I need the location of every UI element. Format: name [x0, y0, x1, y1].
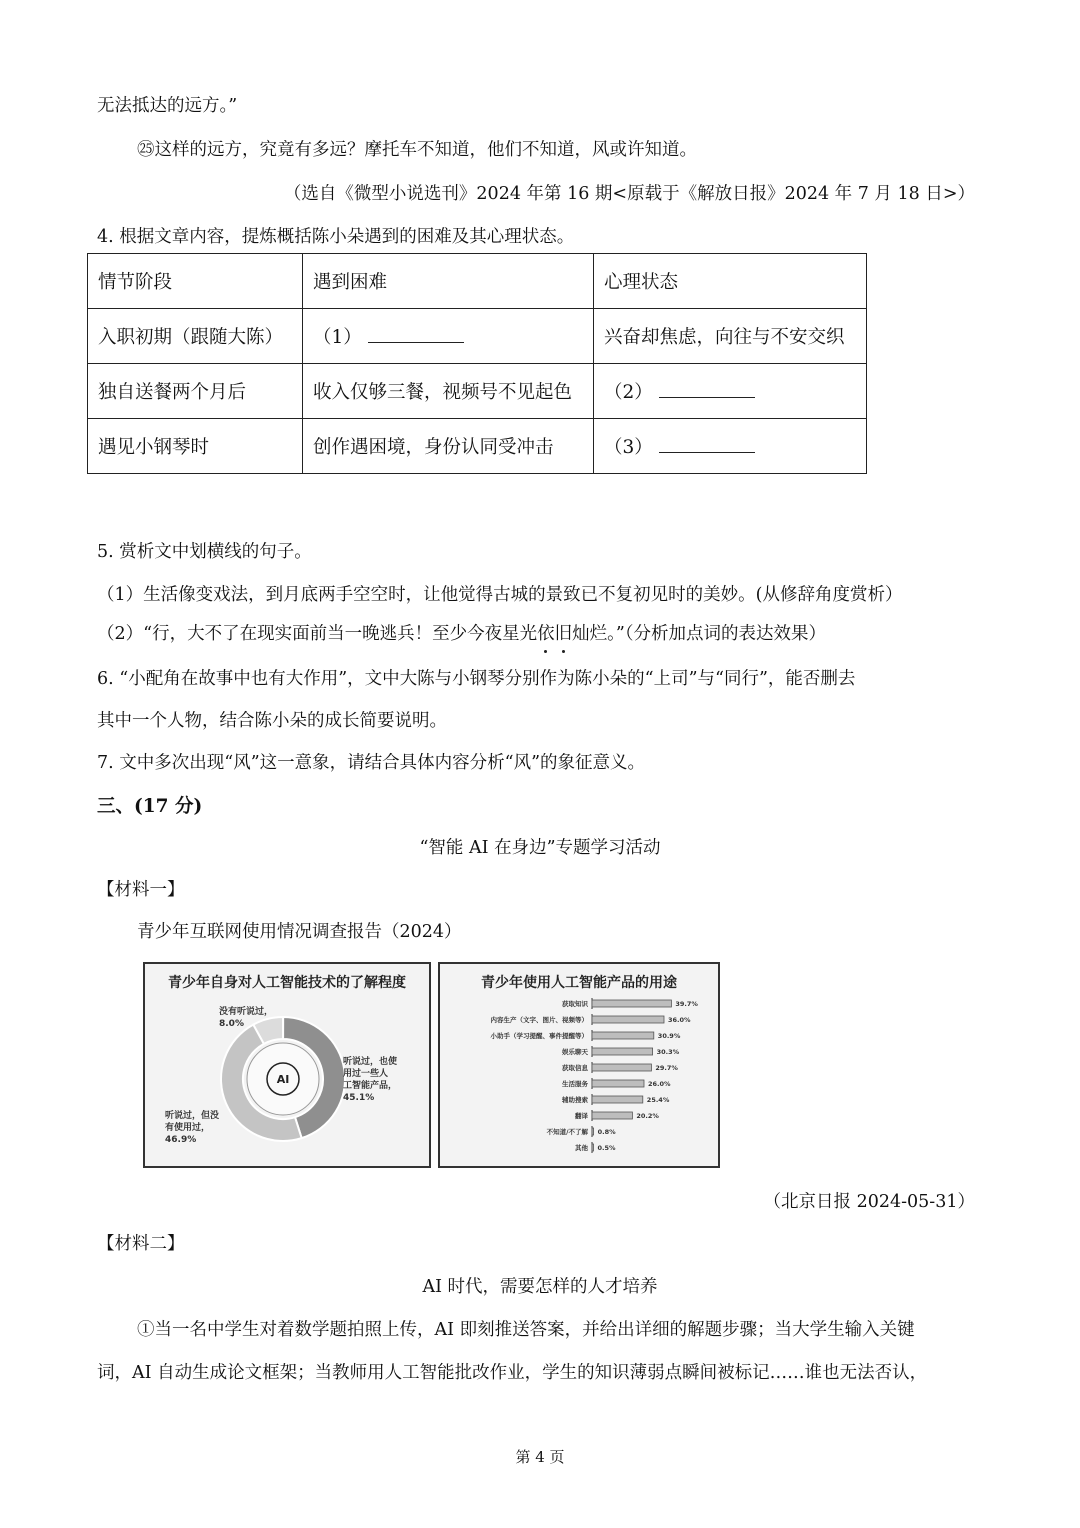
- material-2-label: 【材料二】: [97, 1234, 185, 1254]
- question-6: 6. “小配角在故事中也有大作用”，文中大陈与小钢琴分别作为陈小朵的“上司”与“同行”，能否删去: [97, 669, 856, 689]
- chart-title: 青少年自身对人工智能技术的了解程度: [168, 975, 406, 991]
- text-line: 无法抵达的远方。”: [97, 96, 238, 116]
- chart-title: 青少年使用人工智能产品的用途: [481, 975, 677, 991]
- bar-value-label: 29.7%: [655, 1064, 678, 1072]
- bar-chart: [440, 964, 718, 1166]
- bar: [592, 1048, 653, 1055]
- bar-value-label: 0.8%: [597, 1128, 616, 1136]
- answer-blank-3[interactable]: [659, 436, 755, 453]
- question-6-cont: 其中一个人物，结合陈小朵的成长简要说明。: [97, 711, 447, 731]
- table-cell: 兴奋却焦虑，向往与不安交织: [594, 309, 867, 364]
- bar: [592, 1032, 654, 1039]
- paragraph-line: ①当一名中学生对着数学题拍照上传，AI 即刻推送答案，并给出详细的解题步骤；当大学生输入关键: [137, 1320, 915, 1340]
- bar-category-label: 不知道/不了解: [546, 1128, 588, 1136]
- table-header-cell: 遇到困难: [303, 254, 594, 309]
- bar-value-label: 20.2%: [636, 1112, 659, 1120]
- table-row: [88, 309, 867, 364]
- dotted-word-char: 依: [537, 624, 555, 644]
- source-citation: （北京日报 2024-05-31）: [763, 1192, 975, 1212]
- answer-blank-2[interactable]: [659, 381, 755, 398]
- table-cell: 入职初期（跟随大陈）: [88, 309, 303, 364]
- material-1-label: 【材料一】: [97, 880, 185, 900]
- question-5-2: [97, 620, 826, 645]
- bar-value-label: 0.5%: [597, 1144, 616, 1152]
- bar-category-label: 辅助搜索: [562, 1096, 588, 1104]
- bar-value-label: 25.4%: [646, 1096, 670, 1104]
- bar-value-label: 26.0%: [648, 1080, 671, 1088]
- bar: [592, 1080, 644, 1087]
- page-number: 第 4 页: [515, 1448, 565, 1466]
- dotted-word-char: 旧: [554, 624, 573, 644]
- bar-category-label: 生活服务: [562, 1080, 588, 1088]
- bar: [592, 1096, 643, 1103]
- pie-chart-panel: [143, 962, 431, 1168]
- table-cell: 独自送餐两个月后: [88, 364, 303, 419]
- bar: [592, 1144, 594, 1151]
- bar: [592, 1112, 632, 1119]
- bar-category-label: 翻译: [575, 1112, 588, 1120]
- question-4: 4. 根据文章内容，提炼概括陈小朵遇到的困难及其心理状态。: [97, 227, 575, 247]
- text-line: ㉕这样的远方，究竟有多远？摩托车不知道，他们不知道，风或许知道。: [137, 140, 697, 160]
- bar: [592, 1000, 671, 1007]
- blank-label: （2）: [604, 382, 653, 403]
- question-5: 5. 赏析文中划横线的句子。: [97, 542, 312, 562]
- table-header-cell: 心理状态: [594, 254, 867, 309]
- report-title: 青少年互联网使用情况调查报告（2024）: [137, 922, 462, 942]
- answer-blank-1[interactable]: [368, 326, 464, 343]
- table-header-row: [88, 254, 867, 309]
- pie-label: 听说过，也使 用过一些人 工智能产品， 45.1%: [343, 1057, 398, 1103]
- question-5-2-text: （2）“行，大不了在现实面前当一晚逃兵！至少今夜星光: [97, 624, 538, 644]
- question-5-1: （1）生活像变戏法，到月底两手空空时，让他觉得古城的景致已不复初见时的美妙。(从修辞角度赏析）: [97, 585, 903, 605]
- bar-category-label: 获取知识: [562, 1000, 588, 1008]
- table-cell-blank: [594, 419, 867, 474]
- bar: [592, 1128, 594, 1135]
- bar-category-label: 获取信息: [562, 1064, 588, 1072]
- blank-label: （3）: [604, 437, 653, 458]
- bar-category-label: 娱乐聊天: [562, 1048, 588, 1056]
- pie-label: 听说过，但没 有使用过， 46.9%: [165, 1111, 220, 1145]
- bar: [592, 1064, 651, 1071]
- bar-value-label: 36.0%: [668, 1016, 691, 1024]
- bar-value-label: 30.9%: [657, 1032, 681, 1040]
- table-cell-blank: [594, 364, 867, 419]
- table-cell-blank: [303, 309, 594, 364]
- bar-category-label: 内容生产（文字、图片、视频等）: [490, 1016, 588, 1024]
- bar-category-label: 小助手（学习提醒、事件提醒等）: [490, 1032, 588, 1040]
- activity-title: “智能 AI 在身边”专题学习活动: [419, 838, 661, 858]
- bar-value-label: 30.3%: [656, 1048, 680, 1056]
- table-header-cell: 情节阶段: [88, 254, 303, 309]
- article-title: AI 时代，需要怎样的人才培养: [422, 1277, 658, 1297]
- table-row: [88, 419, 867, 474]
- table-cell: 遇见小钢琴时: [88, 419, 303, 474]
- pie-label: 没有听说过， 8.0%: [219, 1007, 274, 1029]
- bar: [592, 1016, 664, 1023]
- question-7: 7. 文中多次出现“风”这一意象，请结合具体内容分析“风”的象征意义。: [97, 753, 646, 773]
- bar-value-label: 39.7%: [675, 1000, 698, 1008]
- bar-chart-panel: [438, 962, 720, 1168]
- pie-center-label: AI: [276, 1073, 290, 1086]
- question-5-2-text: 灿烂。”（分析加点词的表达效果）: [572, 624, 827, 644]
- bar-category-label: 其他: [575, 1144, 588, 1152]
- paragraph-line: 词，AI 自动生成论文框架；当教师用人工智能批改作业，学生的知识薄弱点瞬间被标记……谁也无法否认，: [97, 1363, 928, 1383]
- table-cell: 创作遇困境，身份认同受冲击: [303, 419, 594, 474]
- table-row: [88, 364, 867, 419]
- answer-table: [87, 253, 867, 474]
- section-heading: 三、(17 分): [97, 796, 203, 817]
- blank-label: （1）: [313, 327, 362, 348]
- source-citation: （选自《微型小说选刊》2024 年第 16 期<原载于《解放日报》2024 年 7 月 18 日>）: [283, 184, 975, 204]
- table-cell: 收入仅够三餐，视频号不见起色: [303, 364, 594, 419]
